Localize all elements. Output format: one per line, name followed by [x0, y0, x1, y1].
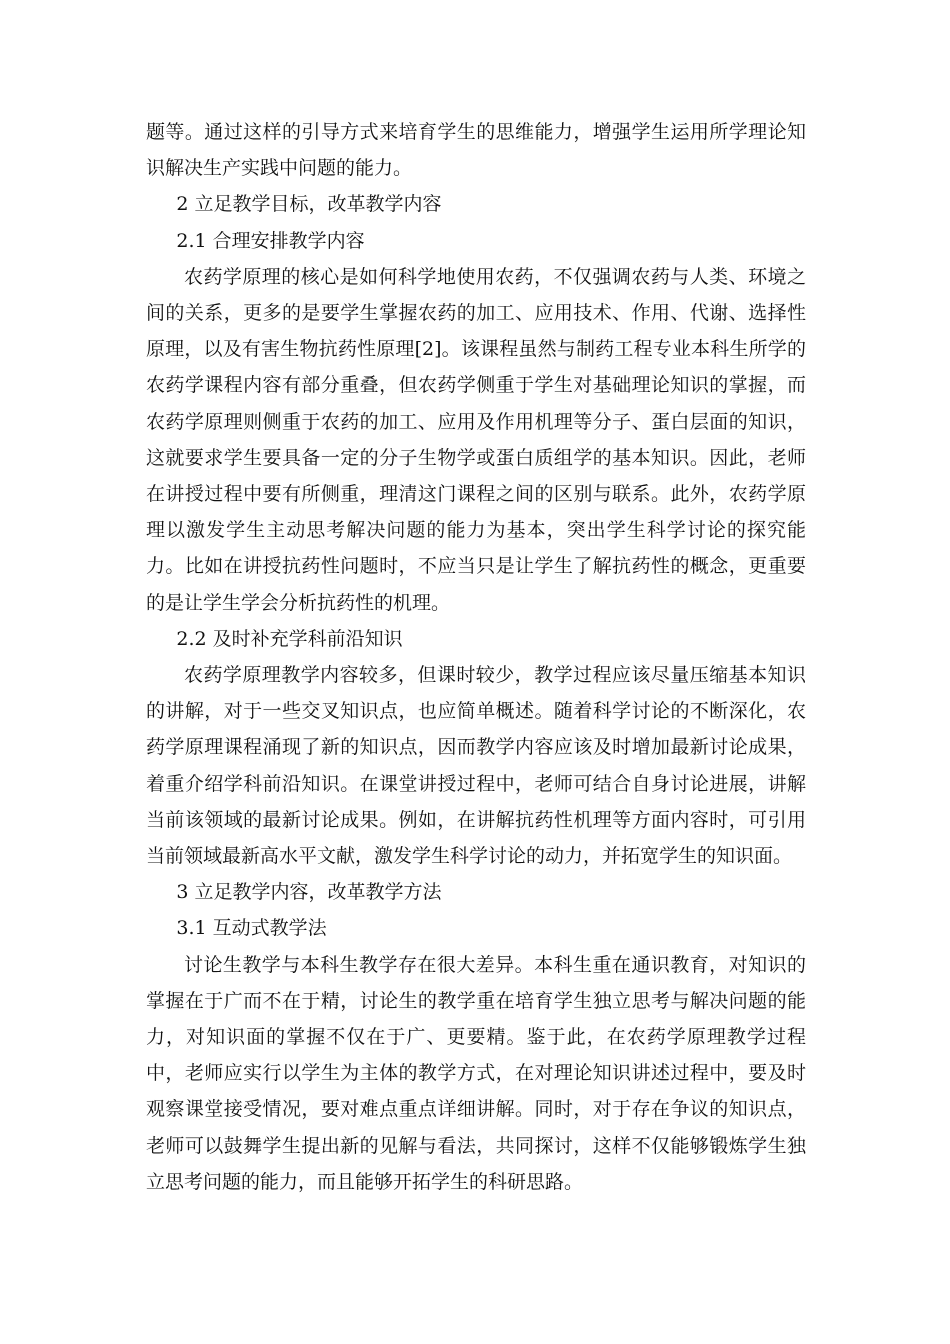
paragraph: 农药学原理的核心是如何科学地使用农药，不仅强调农药与人类、环境之间的关系，更多的是要学生掌握农药的加工、应用技术、作用、代谢、选择性原理，以及有害生物抗药性原理[2]。该课程虽然与制药工程专业本科生所学的农药学课程内容有部分重叠，但农药学侧重于学生对基础理论知识的掌握，而农药学原理则侧重于农药的加工、应用及作用机理等分子、蛋白层面的知识，这就要求学生要具备一定的分子生物学或蛋白质组学的基本知识。因此，老师在讲授过程中要有所侧重，理清这门课程之间的区别与联系。此外，农药学原理以激发学生主动思考解决问题的能力为基本，突出学生科学讨论的探究能力。比如在讲授抗药性问题时，不应当只是让学生了解抗药性的概念，更重要的是让学生学会分析抗药性的机理。 [146, 265, 806, 614]
paragraph-continuation: 题等。通过这样的引导方式来培育学生的思维能力，增强学生运用所学理论知识解决生产实践中问题的能力。 [146, 121, 806, 180]
section-heading-3: 3 立足教学内容，改革教学方法 [176, 881, 442, 904]
subsection-heading-2-2: 2.2 及时补充学科前沿知识 [176, 627, 403, 650]
subsection-heading-2-1: 2.1 合理安排教学内容 [176, 229, 365, 252]
section-heading-2: 2 立足教学目标，改革教学内容 [176, 193, 442, 216]
paragraph: 农药学原理教学内容较多，但课时较少，教学过程应该尽量压缩基本知识的讲解，对于一些交叉知识点，也应简单概述。随着科学讨论的不断深化，农药学原理课程涌现了新的知识点，因而教学内容应该及时增加最新讨论成果，着重介绍学科前沿知识。在课堂讲授过程中，老师可结合自身讨论进展，讲解当前该领域的最新讨论成果。例如，在讲解抗药性机理等方面内容时，可引用当前领域最新高水平文献，激发学生科学讨论的动力，并拓宽学生的知识面。 [146, 664, 806, 868]
paragraph: 讨论生教学与本科生教学存在很大差异。本科生重在通识教育，对知识的掌握在于广而不在于精，讨论生的教学重在培育学生独立思考与解决问题的能力，对知识面的掌握不仅在于广、更要精。鉴于此，在农药学原理教学过程中，老师应实行以学生为主体的教学方式，在对理论知识讲述过程中，要及时观察课堂接受情况，要对难点重点详细讲解。同时，对于存在争议的知识点，老师可以鼓舞学生提出新的见解与看法，共同探讨，这样不仅能够锻炼学生独立思考问题的能力，而且能够开拓学生的科研思路。 [146, 953, 806, 1193]
subsection-heading-3-1: 3.1 互动式教学法 [176, 917, 327, 940]
document-body [146, 114, 806, 1200]
